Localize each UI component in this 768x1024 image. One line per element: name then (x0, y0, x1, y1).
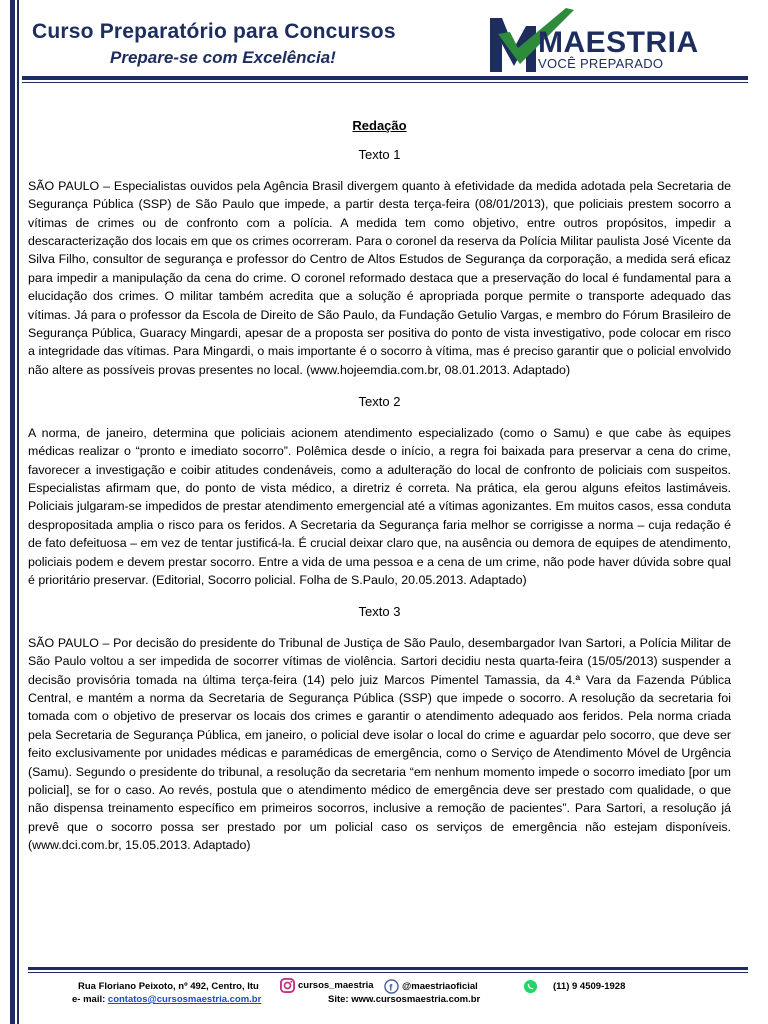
footer-email (72, 994, 261, 1005)
header-divider-thin (22, 82, 748, 83)
texto2-paragraph: A norma, de janeiro, determina que policiais acionem atendimento especializado (como o Samu) e que cabe às equipes médicas realizar o “pronto e imediato socorro”. Polêmica desde o início, a regra foi baixada para preservar a cena do crime, favorecer a investigação e coibir atitudes condenáveis, como a adulteração do local de confronto de policiais com suspeitos. Especialistas afirmam que, do ponto de vista médico, a diretriz é correta. Na prática, ela gerou alguns efeitos lastimáveis. Policiais julgaram-se impedidos de prestar atendimento emergencial até a vítimas agonizantes. Em muitos casos, essa conduta despropositada amplia o risco para os feridos. A Secretaria da Segurança faria melhor se corrigisse a norma – cuja redação é de fato defeituosa – em vez de tentar justificá-la. É crucial deixar claro que, na ausência ou demora de equipes de atendimento, policiais podem e devem prestar socorro. Entre a vida de uma pessoa e a cena de um crime, não pode haver dúvida sobre qual é prioritário preservar. (Editorial, Socorro policial. Folha de S.Paulo, 20.05.2013. Adaptado) (28, 425, 731, 587)
site-link[interactable]: www.cursosmaestria.com.br (351, 994, 481, 1005)
email-label: e- mail: (72, 994, 106, 1005)
header-divider (22, 76, 748, 80)
facebook-handle: @maestriaoficial (402, 981, 478, 992)
footer-divider-thin (28, 972, 748, 973)
header-subtitle: Prepare-se com Excelência! (110, 48, 336, 67)
left-border-thin (17, 0, 19, 1024)
texto3-paragraph: SÃO PAULO – Por decisão do presidente do Tribunal de Justiça de São Paulo, desembargador Ivan Sartori, a Polícia Militar de São Paulo voltou a ser impedida de socorrer vítimas de violência. Sartori decidiu nesta quarta-feira (15/05/2013) suspender a decisão provisória tomada na última terça-feira (14) pelo juiz Marcos Pimentel Tamassia, da 4.ª Vara da Fazenda Pública Central, e mantém a norma da Secretaria de Segurança Pública (SSP) que impede o socorro. A resolução da secretaria foi tomada com o objetivo de preservar os locais dos crimes e garantir o atendimento adequado aos feridos. Pela norma criada pela Secretaria de Segurança Pública, em janeiro, o policial deve isolar o local do crime e aguardar pelo socorro, que deve ser feito exclusivamente por unidades médicas e paramédicas de emergência, como o Serviço de Atendimento Móvel de Urgência (Samu). Segundo o presidente do tribunal, a resolução da secretaria “em nenhum momento impede o socorro imediato [por um policial], se for o caso. Ao revés, postula que o atendimento médico de emergência deve ser prestado com qualidade, o que não dispensa treinamento específico em primeiros socorros, inclusive a remoção de pacientes”. Para Sartori, a resolução já prevê que o socorro possa ser prestado por um policial caso os serviços de emergência não estejam disponíveis. (www.dci.com.br, 15.05.2013. Adaptado) (28, 635, 731, 853)
footer-site (328, 994, 480, 1005)
header-title: Curso Preparatório para Concursos (32, 20, 396, 43)
texto2-heading: Texto 2 (358, 394, 401, 410)
document-body (28, 112, 731, 867)
email-link[interactable]: contatos@cursosmaestria.com.br (107, 994, 262, 1005)
facebook-icon (384, 979, 399, 994)
footer-facebook[interactable] (384, 979, 478, 994)
site-label: Site: (328, 994, 349, 1005)
logo-wordmark: MAESTRIA (538, 26, 699, 59)
texto3-heading: Texto 3 (358, 604, 401, 620)
maestria-logo (488, 8, 699, 74)
instagram-icon (280, 978, 295, 993)
svg-text:f: f (389, 982, 393, 993)
footer-instagram[interactable] (280, 978, 374, 993)
footer-divider (28, 967, 748, 970)
left-border-thick (10, 0, 15, 1024)
whatsapp-icon (523, 979, 538, 994)
page-header (22, 0, 762, 82)
logo-tagline: VOCÊ PREPARADO (538, 56, 664, 71)
phone-number: (11) 9 4509-1928 (553, 981, 626, 992)
texto1-heading: Texto 1 (358, 147, 401, 163)
footer-address: Rua Floriano Peixoto, nº 492, Centro, Itu (78, 981, 259, 992)
texto1-paragraph: SÃO PAULO – Especialistas ouvidos pela Agência Brasil divergem quanto à efetividade da medida adotada pela Secretaria de Segurança Pública (SSP) de São Paulo que impede, a partir desta terça-feira (08/01/2013), que policiais prestem socorro a vítimas de crimes ou de confronto com a polícia. A medida tem como objetivo, entre outros propósitos, impedir a descaracterização dos locais em que os crimes ocorreram. Para o coronel da reserva da Polícia Militar paulista José Vicente da Silva Filho, consultor de segurança e professor do Centro de Altos Estudos de Segurança da corporação, a medida será eficaz para impedir a manipulação da cena do crime. O coronel reformado destaca que a preservação do local é fundamental para a elucidação dos crimes. O militar também acredita que a solução é apropriada porque permite o transporte adequado das vítimas. Já para o professor da Escola de Direito de São Paulo, da Fundação Getulio Vargas, e membro do Fórum Brasileiro de Segurança Pública, Guaracy Mingardi, apesar de a proposta ser positiva do ponto de vista investigativo, pode colocar em risco a integridade das vítimas. Para Mingardi, o mais importante é o socorro à vítima, mas é preciso garantir que o policial envolvido não altere as possíveis provas presentes no local. (www.hojeemdia.com.br, 08.01.2013. Adaptado) (28, 178, 731, 377)
instagram-handle: cursos_maestria (298, 980, 374, 991)
document-title: Redação (352, 118, 407, 133)
footer-phone[interactable] (523, 979, 625, 994)
